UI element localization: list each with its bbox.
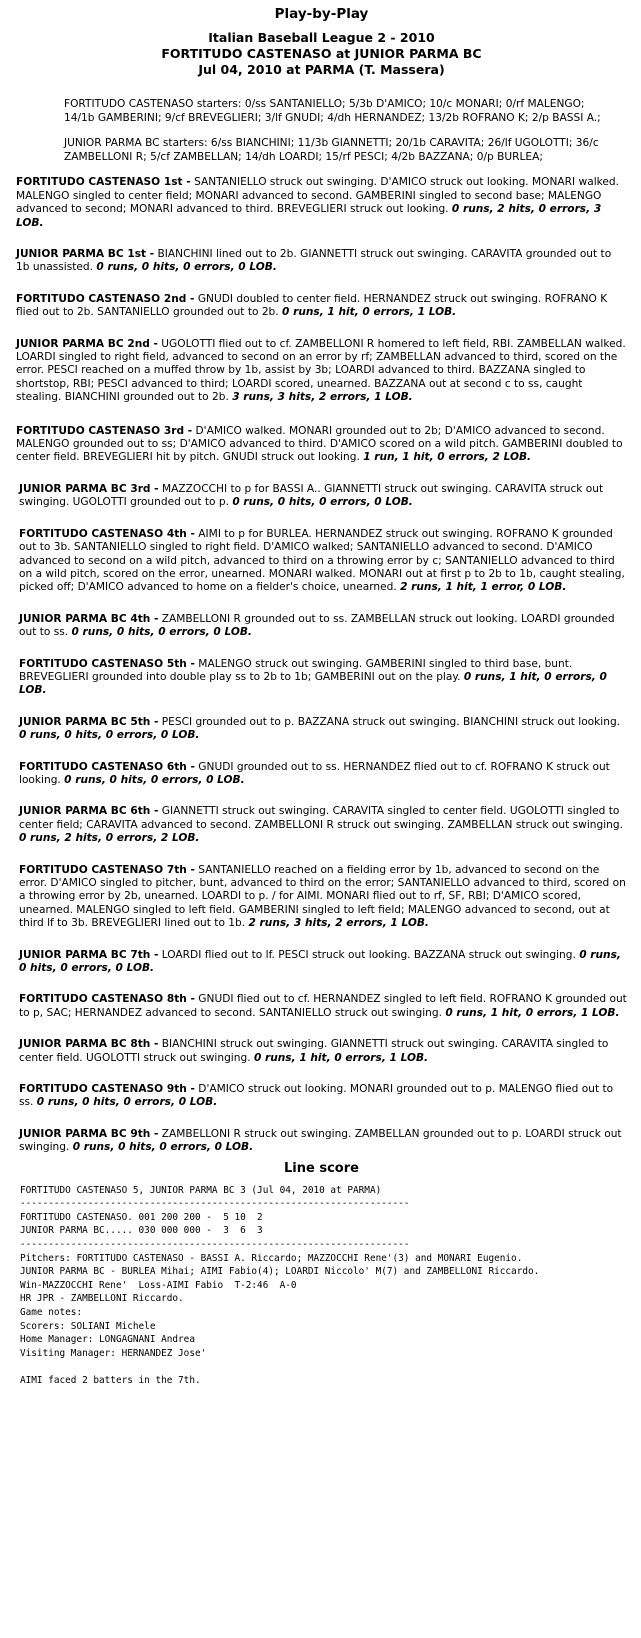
line-score-title: Line score <box>284 1160 359 1176</box>
inning-entry <box>16 658 627 698</box>
inning-entry <box>16 949 627 976</box>
inning-entry <box>16 1038 627 1065</box>
inning-entry <box>16 293 627 320</box>
inning-plays: SANTANIELLO struck out swinging. D'AMICO struck out looking. MONARI walked. MALENGO singled to center field; MONARI advanced to second. GAMBERINI singled to second base; MALENGO advanced to second; MONARI advanced to third. BREVEGLIERI struck out looking. <box>16 176 619 216</box>
inning-team-label: FORTITUDO CASTENASO 6th - <box>19 760 195 773</box>
inning-team-label: JUNIOR PARMA BC 5th - <box>19 715 159 728</box>
line-score-line: Visiting Manager: HERNANDEZ Jose' <box>20 1347 207 1359</box>
line-score-line: Win-MAZZOCCHI Rene' Loss-AIMI Fabio T-2:46 A-0 <box>20 1279 297 1291</box>
inning-team-label: FORTITUDO CASTENASO 4th - <box>19 527 195 540</box>
inning-plays: AIMI to p for BURLEA. HERNANDEZ struck out swinging. ROFRANO K grounded out to 3b. SANTANIELLO singled to right field. D'AMICO walked; SANTANIELLO advanced to second. D'AMICO advanced to second on a wild pitch, advanced to third on a throwing error by c; SANTANIELLO advanced to third on a wild pitch, scored on the error, unearned. MONARI walked. MONARI out at first p to 2b to 1b, caught stealing, picked off; D'AMICO advanced to home on a fielder's choice, unearned. <box>19 527 625 594</box>
inning-team-label: JUNIOR PARMA BC 4th - <box>19 612 159 625</box>
inning-plays: D'AMICO walked. MONARI grounded out to 2b; D'AMICO advanced to second. MALENGO grounded out to ss; D'AMICO advanced to third. D'AMICO scored on a wild pitch. GAMBERINI doubled to center field. BREVEGLIERI hit by pitch. GNUDI struck out looking. <box>16 424 623 464</box>
inning-entry <box>16 613 627 640</box>
inning-summary: 1 run, 1 hit, 0 errors, 2 LOB. <box>363 451 532 464</box>
inning-team-label: FORTITUDO CASTENASO 8th - <box>19 993 195 1006</box>
line-score-divider: --------------------------------------------------------------------- <box>20 1239 410 1251</box>
inning-entry <box>16 761 627 788</box>
inning-plays: PESCI grounded out to p. BAZZANA struck out swinging. BIANCHINI struck out looking. <box>158 715 621 728</box>
inning-team-label: FORTITUDO CASTENASO 5th - <box>19 657 195 670</box>
line-score-line: JUNIOR PARMA BC - BURLEA Mihai; AIMI Fabio(4); LOARDI Niccolo' M(7) and ZAMBELLONI Riccardo. <box>20 1266 540 1278</box>
line-score-line: Scorers: SOLIANI Michele <box>20 1320 156 1332</box>
home-starters: JUNIOR PARMA BC starters: 6/ss BIANCHINI; 11/3b GIANNETTI; 20/1b CARAVITA; 26/lf UGOLOTTI; 36/c ZAMBELLONI R; 5/cf ZAMBELLAN; 14/dh LOARDI; 15/rf PESCI; 4/2b BAZZANA; 0/p BURLEA; <box>64 137 599 163</box>
inning-plays: UGOLOTTI flied out to cf. ZAMBELLONI R homered to left field, RBI. ZAMBELLAN walked. LOARDI singled to right field, advanced to second on an error by rf; ZAMBELLAN advanced to third, scored on the error. PESCI reached on a muffed throw by 1b, assist by 3b; LOARDI advanced to third. BAZZANA singled to shortstop, RBI; PESCI advanced to third; LOARDI scored, unearned. BAZZANA out at second c to ss, caught stealing. BIANCHINI grounded out to 2b. <box>16 337 626 404</box>
inning-summary: 0 runs, 0 hits, 0 errors, 0 LOB. <box>96 261 277 274</box>
inning-entry <box>16 1128 627 1155</box>
inning-team-label: FORTITUDO CASTENASO 1st - <box>16 176 191 189</box>
inning-summary: 0 runs, 1 hit, 0 errors, 1 LOB. <box>282 306 457 319</box>
inning-team-label: JUNIOR PARMA BC 1st - <box>16 248 155 260</box>
inning-team-label: JUNIOR PARMA BC 3rd - <box>19 482 159 495</box>
innings-list <box>16 176 627 1154</box>
inning-plays: GNUDI doubled to center field. HERNANDEZ struck out swinging. ROFRANO K flied out to 2b. SANTANIELLO grounded out to 2b. <box>16 292 608 319</box>
inning-plays: LOARDI flied out to lf. PESCI struck out looking. BAZZANA struck out swinging. <box>158 948 580 961</box>
inning-summary: 0 runs, 0 hits, 0 errors, 0 LOB. <box>19 948 621 975</box>
line-score-line: FORTITUDO CASTENASO. 001 200 200 - 5 10 2 <box>20 1211 263 1223</box>
inning-summary: 0 runs, 0 hits, 0 errors, 0 LOB. <box>19 729 200 742</box>
inning-plays: GNUDI flied out to cf. HERNANDEZ singled to left field. ROFRANO K grounded out to p, SAC; HERNANDEZ advanced to second. SANTANIELLO struck out swinging. <box>19 993 627 1019</box>
inning-summary: 3 runs, 3 hits, 2 errors, 1 LOB. <box>232 391 413 404</box>
date-place: Jul 04, 2010 at PARMA (T. Massera) <box>198 62 445 77</box>
inning-plays: SANTANIELLO reached on a fielding error by 1b, advanced to second on the error. D'AMICO singled to pitcher, bunt, advanced to third on the error; SANTANIELLO advanced to third, scored on a throwing error by 2b, unearned. LOARDI to p. / for AIMI. MONARI flied out to rf, SF, RBI; D'AMICO scored, unearned. MALENGO singled to left field. GAMBERINI singled to left field; MALENGO advanced to second, out at third lf to 3b. BREVEGLIERI lined out to 1b. <box>19 863 626 930</box>
inning-entry <box>16 864 627 931</box>
document-header <box>16 6 627 78</box>
inning-summary: 0 runs, 0 hits, 0 errors, 0 LOB. <box>72 1141 254 1154</box>
inning-entry <box>16 338 627 405</box>
line-score-line: AIMI faced 2 batters in the 7th. <box>20 1375 201 1386</box>
inning-plays: ZAMBELLONI R struck out swinging. ZAMBELLAN grounded out to p. LOARDI struck out swinging. <box>19 1127 622 1154</box>
inning-entry <box>16 805 627 845</box>
inning-entry <box>16 176 627 230</box>
inning-team-label: JUNIOR PARMA BC 2nd - <box>16 337 158 350</box>
matchup-title: FORTITUDO CASTENASO at JUNIOR PARMA BC <box>161 46 482 61</box>
inning-plays: GNUDI grounded out to ss. HERNANDEZ flied out to cf. ROFRANO K struck out looking. <box>19 760 610 786</box>
inning-team-label: FORTITUDO CASTENASO 9th - <box>19 1083 195 1096</box>
inning-team-label: JUNIOR PARMA BC 9th - <box>19 1127 159 1140</box>
inning-summary: 0 runs, 1 hit, 0 errors, 1 LOB. <box>445 1006 620 1019</box>
inning-team-label: JUNIOR PARMA BC 6th - <box>19 805 159 818</box>
line-score-line: Game notes: <box>20 1307 83 1319</box>
inning-summary: 0 runs, 0 hits, 0 errors, 0 LOB. <box>64 773 245 786</box>
inning-entry <box>16 716 627 743</box>
inning-entry <box>16 1083 627 1110</box>
inning-summary: 0 runs, 0 hits, 0 errors, 0 LOB. <box>232 496 413 509</box>
line-score-line: JUNIOR PARMA BC..... 030 000 000 - 3 6 3 <box>20 1225 263 1237</box>
inning-summary: 2 runs, 1 hit, 1 error, 0 LOB. <box>400 581 567 594</box>
inning-entry <box>16 425 627 465</box>
inning-team-label: JUNIOR PARMA BC 8th - <box>19 1038 159 1051</box>
inning-team-label: FORTITUDO CASTENASO 2nd - <box>16 292 195 305</box>
inning-entry <box>16 993 627 1020</box>
inning-plays: ZAMBELLONI R grounded out to ss. ZAMBELLAN struck out looking. LOARDI grounded out to ss. <box>19 612 615 639</box>
inning-summary: 0 runs, 0 hits, 0 errors, 0 LOB. <box>36 1096 218 1109</box>
inning-plays: MAZZOCCHI to p for BASSI A.. GIANNETTI struck out swinging. CARAVITA struck out swinging. UGOLOTTI grounded out to p. <box>19 482 604 509</box>
inning-team-label: FORTITUDO CASTENASO 3rd - <box>16 424 193 437</box>
line-score-box <box>20 1184 627 1388</box>
inning-plays: BIANCHINI lined out to 2b. GIANNETTI struck out swinging. CARAVITA grounded out to 1b unassisted. <box>16 248 612 274</box>
line-score-line: FORTITUDO CASTENASO 5, JUNIOR PARMA BC 3 (Jul 04, 2010 at PARMA) <box>20 1184 382 1196</box>
inning-summary: 0 runs, 2 hits, 0 errors, 3 LOB. <box>16 203 602 229</box>
inning-summary: 0 runs, 0 hits, 0 errors, 0 LOB. <box>71 626 252 639</box>
away-starters: FORTITUDO CASTENASO starters: 0/ss SANTANIELLO; 5/3b D'AMICO; 10/c MONARI; 0/rf MALENGO; 14/1b GAMBERINI; 9/cf BREVEGLIERI; 3/lf GNUDI; 4/dh HERNANDEZ; 13/2b ROFRANO K; 2/p BASSI A.; <box>64 98 601 124</box>
inning-summary: 0 runs, 2 hits, 0 errors, 2 LOB. <box>19 832 200 845</box>
league-title: Italian Baseball League 2 - 2010 <box>208 30 435 45</box>
inning-team-label: JUNIOR PARMA BC 7th - <box>19 948 159 961</box>
inning-plays: D'AMICO struck out looking. MONARI grounded out to p. MALENGO flied out to ss. <box>19 1083 614 1109</box>
inning-entry <box>16 483 627 510</box>
line-score-line: HR JPR - ZAMBELLONI Riccardo. <box>20 1293 184 1305</box>
inning-team-label: FORTITUDO CASTENASO 7th - <box>19 863 195 876</box>
inning-summary: 0 runs, 1 hit, 0 errors, 1 LOB. <box>253 1051 429 1064</box>
inning-plays: BIANCHINI struck out swinging. GIANNETTI struck out swinging. CARAVITA singled to center field. UGOLOTTI struck out swinging. <box>19 1038 609 1064</box>
inning-summary: 2 runs, 3 hits, 2 errors, 1 LOB. <box>248 917 429 930</box>
inning-entry <box>16 528 627 595</box>
inning-plays: MALENGO struck out swinging. GAMBERINI singled to third base, bunt. BREVEGLIERI grounded into double play ss to 2b to 1b; GAMBERINI out on the play. <box>19 657 573 683</box>
inning-plays: GIANNETTI struck out swinging. CARAVITA singled to center field. UGOLOTTI singled to center field; CARAVITA advanced to second. ZAMBELLONI R struck out swinging. ZAMBELLAN struck out swinging. <box>19 805 623 831</box>
line-score-divider: --------------------------------------------------------------------- <box>20 1198 410 1210</box>
line-score-line: Pitchers: FORTITUDO CASTENASO - BASSI A. Riccardo; MAZZOCCHI Rene'(3) and MONARI Eugenio. <box>20 1252 523 1264</box>
inning-entry <box>16 248 627 275</box>
inning-summary: 0 runs, 1 hit, 0 errors, 0 LOB. <box>19 670 607 697</box>
line-score-line: Home Manager: LONGAGNANI Andrea <box>20 1334 195 1346</box>
line-score-line <box>20 1360 627 1374</box>
page-title: Play-by-Play <box>274 6 369 22</box>
starters-section <box>64 98 617 164</box>
